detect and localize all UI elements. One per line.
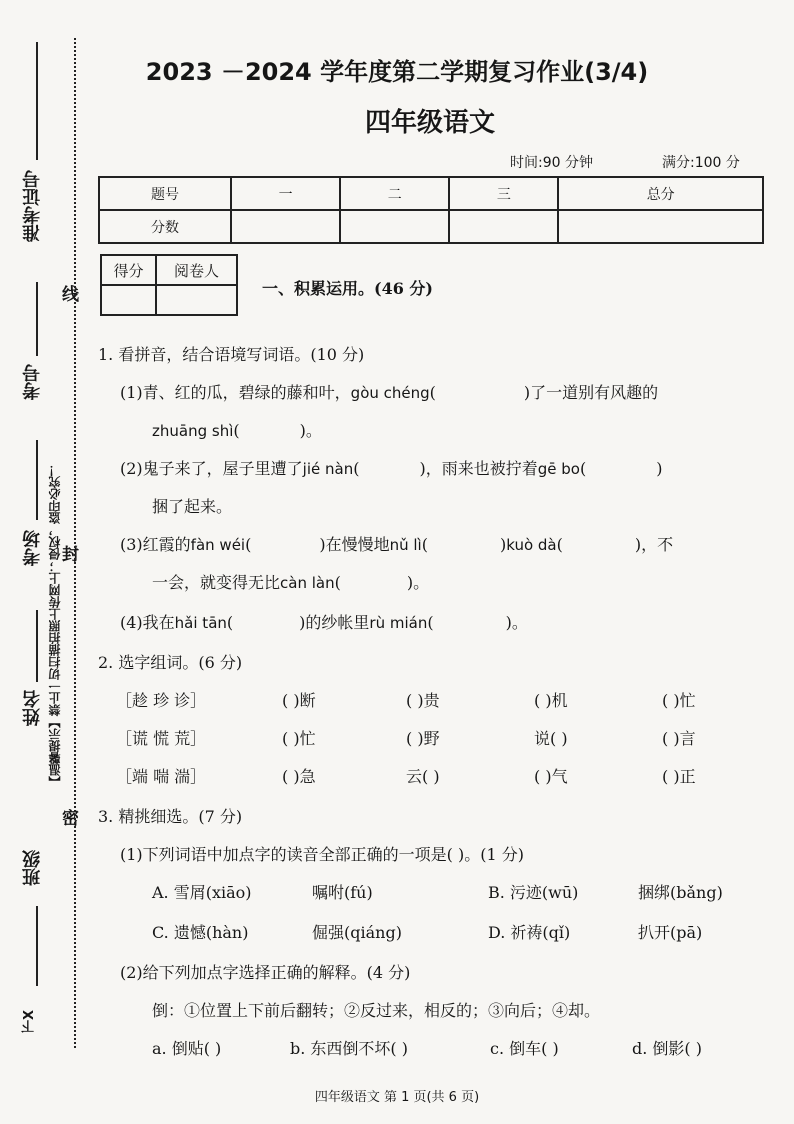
option-a-2: 嘱咐(fú) [312,883,373,902]
q1-text: 了一道别有风趣的 [530,383,659,402]
score-input-cell[interactable] [340,210,449,243]
pinyin: kuò dà [506,536,557,554]
q1-text: (4)我在 [120,613,175,632]
table-row [99,177,763,210]
pinyin: nǔ lì [389,536,422,554]
word-blank[interactable]: ( )机 [534,691,568,710]
seal-mi-char: 密 [62,809,79,829]
table-cell: 总分 [558,177,763,210]
option-b-2: 捆绑(bǎng) [638,883,723,902]
seal-dotted-line [74,38,76,1048]
question-1-title: 1. 看拼音，结合语境写词语。(10 分) [98,345,365,364]
q1-line-2: zhuāng shì( )。 [152,421,322,440]
word-blank[interactable]: ( )正 [662,767,696,786]
q1-text: 的纱帐里 [305,613,370,632]
q1-text: (2)鬼子来了，屋子里遭了 [120,459,303,478]
pinyin: càn làn [280,574,335,592]
dao-item-d[interactable]: d. 倒影( ) [632,1039,702,1058]
bottom-label: 下X [22,1010,37,1034]
char-group: ［趁 珍 诊］ [116,691,207,710]
word-blank[interactable]: ( )断 [282,691,316,710]
table-row [101,255,237,285]
q1-text: 在慢慢地 [325,535,390,554]
word-blank[interactable]: ( )忙 [282,729,316,748]
option-b-1[interactable]: B. 污迹(wū) [488,883,579,902]
pinyin: zhuāng shì [152,422,234,440]
pinyin: jié nàn [302,460,354,478]
full-score-info: 满分:100 分 [662,155,740,171]
name-line [36,610,38,682]
question-2-title: 2. 选字组词。(6 分) [98,653,243,672]
reviewer-input-cell[interactable] [156,285,237,315]
score-input-cell[interactable] [231,210,340,243]
q1-text: 一会，就变得无比 [152,573,281,592]
q1-text: 。 [413,573,430,592]
table-cell: 分数 [99,210,231,243]
word-blank[interactable]: ( )气 [534,767,568,786]
time-info: 时间:90 分钟 [510,155,593,171]
dao-item-b[interactable]: b. 东西倒不坏( ) [290,1039,408,1058]
table-cell: 得分 [101,255,156,285]
table-cell: 一 [231,177,340,210]
pinyin: rù mián [369,614,428,632]
word-blank[interactable]: ( )野 [406,729,440,748]
char-group: ［谎 慌 荒］ [116,729,207,748]
q1-text: 。 [511,613,528,632]
q1-line-7: (4)我在hǎi tān( )的纱帐里rù mián( )。 [120,613,528,632]
option-a-1[interactable]: A. 雪屑(xiāo) [152,883,252,902]
exam-number-line [36,282,38,356]
candidate-number-label: 准考证号 [22,170,43,242]
q1-text: (1)青、红的瓜，碧绿的藤和叶， [120,383,351,402]
table-cell: 题号 [99,177,231,210]
option-c-2: 倔强(qiáng) [312,923,402,942]
q1-line-4: 捆了起来。 [152,497,233,516]
option-c-1[interactable]: C. 遗憾(hàn) [152,923,249,942]
q1-text: 。 [305,421,322,440]
q1-line-3: (2)鬼子来了，屋子里遭了jié nàn( )，雨来也被拧着gē bo( ) [120,459,663,478]
pinyin: fàn wéi [190,536,246,554]
table-cell: 二 [340,177,449,210]
exam-number-label: 考号 [22,364,43,400]
score-table [98,176,764,244]
pinyin: hǎi tān [174,614,227,632]
seal-line-char: 线 [62,285,79,305]
seal-feng-char: 封 [62,545,79,565]
q3-sub2: (2)给下列加点字选择正确的解释。(4 分) [120,963,411,982]
name-label: 姓名 [22,690,43,726]
exam-room-line [36,440,38,520]
question-3-title: 3. 精挑细选。(7 分) [98,807,243,826]
q1-line-6: 一会，就变得无比càn làn( )。 [152,573,430,592]
q1-text: (3)红霞的 [120,535,191,554]
q1-text: ，不 [641,535,674,554]
table-cell: 三 [449,177,558,210]
score-input-cell[interactable] [101,285,156,315]
word-blank[interactable]: ( )忙 [662,691,696,710]
word-blank[interactable]: ( )言 [662,729,696,748]
notice-text: 【温馨提示】禁止一切扫描拍照上传网上；侵权，盗印必究！ [48,464,62,788]
dao-item-c[interactable]: c. 倒车( ) [490,1039,559,1058]
pinyin: gē bo [537,460,580,478]
class-label: 班级 [22,850,43,886]
class-line [36,906,38,986]
exam-subtitle: 四年级语文 [364,108,495,138]
score-input-cell[interactable] [558,210,763,243]
dao-item-a[interactable]: a. 倒贴( ) [152,1039,222,1058]
exam-title: 2023 －2024 学年度第二学期复习作业(3/4) [145,58,649,86]
word-blank[interactable]: 云( ) [406,767,440,786]
table-row [101,285,237,315]
q3-sub1: (1)下列词语中加点字的读音全部正确的一项是( )。(1 分) [120,845,524,864]
score-input-cell[interactable] [449,210,558,243]
q1-line-1: (1)青、红的瓜，碧绿的藤和叶，gòu chéng( )了一道别有风趣的 [120,383,659,402]
option-d-1[interactable]: D. 祈祷(qǐ) [488,923,571,942]
q1-line-5: (3)红霞的fàn wéi( )在慢慢地nǔ lì( )kuò dà( )，不 [120,535,674,554]
word-blank[interactable]: ( )急 [282,767,316,786]
word-blank[interactable]: 说( ) [534,729,568,748]
pinyin: gòu chéng [350,384,430,402]
section-heading: 一、积累运用。(46 分) [262,279,433,298]
option-d-2: 扒开(pā) [638,923,703,942]
page-footer: 四年级语文 第 1 页(共 6 页) [314,1090,480,1105]
table-cell: 阅卷人 [156,255,237,285]
table-row [99,210,763,243]
grader-table [100,254,238,316]
char-group: ［端 喘 湍］ [116,767,207,786]
q1-text: ，雨来也被拧着 [425,459,538,478]
word-blank[interactable]: ( )贵 [406,691,440,710]
dao-definitions: 倒：①位置上下前后翻转；②反过来，相反的；③向后；④却。 [152,1001,601,1020]
exam-room-label: 考场 [22,530,43,566]
